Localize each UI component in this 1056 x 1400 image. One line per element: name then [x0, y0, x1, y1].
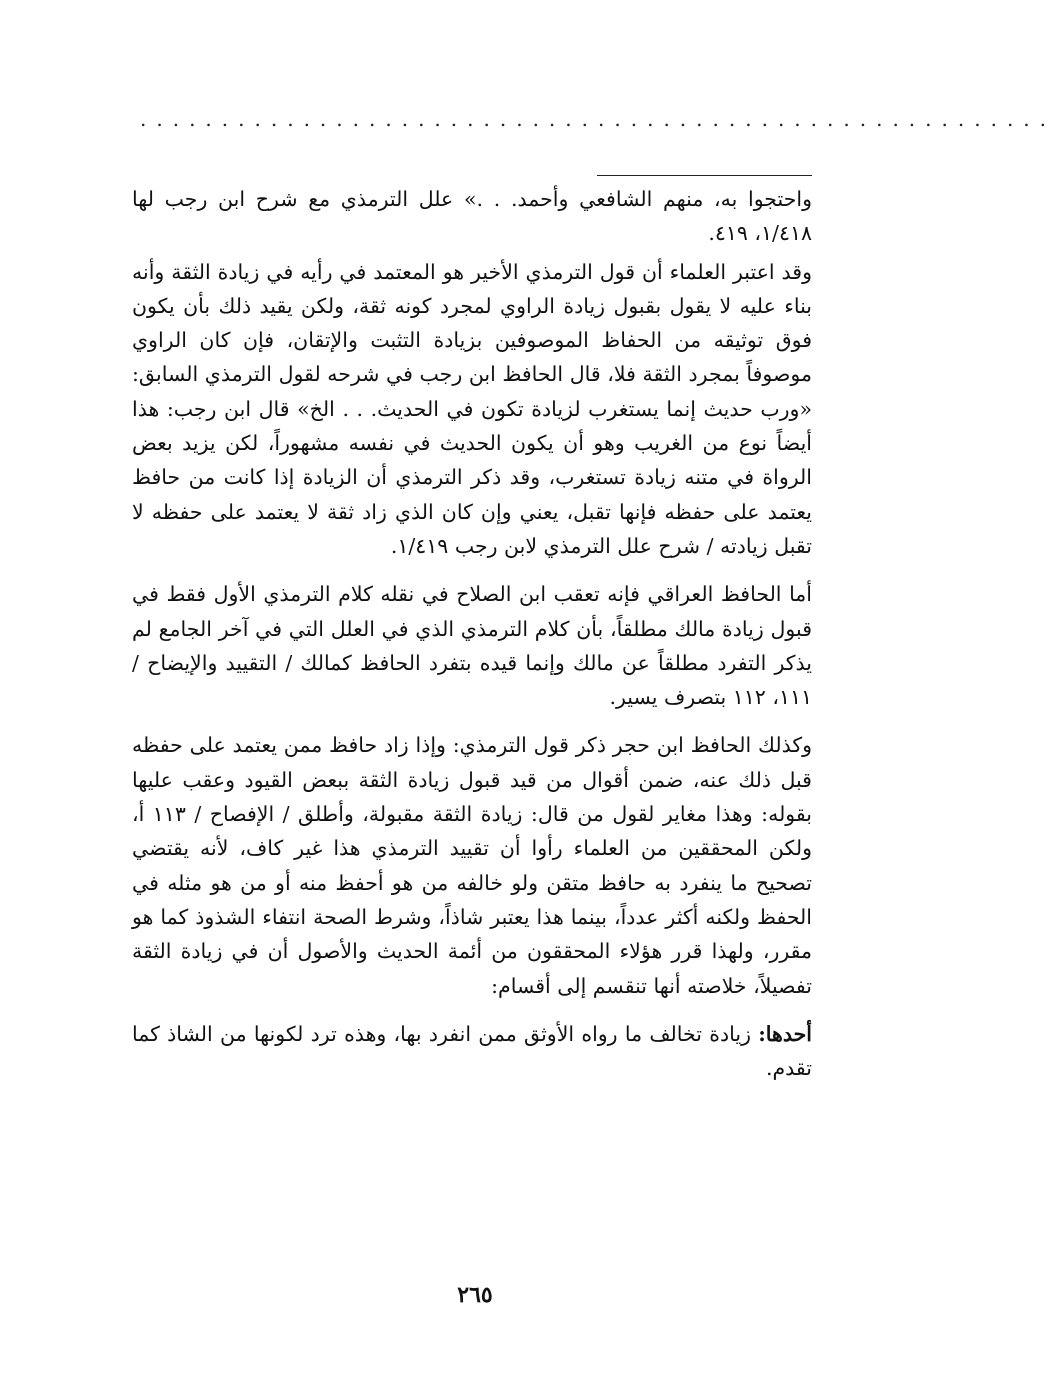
- paragraph-1: [132, 255, 812, 564]
- footnote-continuation: واحتجوا به، منهم الشافعي وأحمد. . .» علل الترمذي مع شرح ابن رجب لها ١/٤١٨، ٤١٩.: [132, 187, 812, 246]
- paragraph-3: [132, 728, 812, 1002]
- paragraph-4-lead: أحدها:: [758, 1021, 812, 1046]
- dotted-separator: ........................................................: [140, 107, 1056, 131]
- paragraph-2-text: أما الحافظ العراقي فإنه تعقب ابن الصلاح في نقله كلام الترمذي الأول فقط في قبول زيادة مالك مطلقاً، بأن كلام الترمذي الذي في العلل التي في آخر الجامع لم يذكر التفرد مطلقاً عن مالك وإنما قيده بتفرد الحافظ كمالك / التقييد والإيضاح / ١١١، ١١٢ بتصرف يسير.: [132, 582, 812, 710]
- page-body: [132, 182, 812, 1099]
- footnote-rule: [597, 175, 812, 176]
- paragraph-4: [132, 1017, 812, 1086]
- paragraph-2: [132, 577, 812, 714]
- paragraph-3-text: وكذلك الحافظ ابن حجر ذكر قول الترمذي: وإذا زاد حافظ ممن يعتمد على حفظه قبل ذلك عنه، ضمن أقوال من قيد قبول زيادة الثقة ببعض القيود وعقب عليها بقوله: وهذا مغاير لقول من قال: زيادة الثقة مقبولة، وأطلق / الإفصاح / ١١٣ أ، ولكن المحققين من العلماء رأوا أن تقييد الترمذي هذا غير كاف، لأنه يقتضي تصحيح ما ينفرد به حافظ متقن ولو خالفه من هو أحفظ منه أو من هو مثله في الحفظ ولكنه أكثر عدداً، بينما هذا يعتبر شاذاً، وشرط الصحة انتفاء الشذوذ كما هو مقرر، ولهذا قرر هؤلاء المحققون من أئمة الحديث والأصول أن في زيادة الثقة تفصيلاً، خلاصته أنها تنقسم إلى أقسام:: [132, 733, 812, 998]
- paragraph-1-text: وقد اعتبر العلماء أن قول الترمذي الأخير هو المعتمد في رأيه في زيادة الثقة وأنه بناء عليه لا يقول بقبول زيادة الراوي لمجرد كونه ثقة، ولكن يقيد ذلك بأن يكون فوق توثيقه من الحفاظ الموصوفين بزيادة التثبت والإتقان، فإن كان الراوي موصوفاً بمجرد الثقة فلا، قال الحافظ ابن رجب في شرحه لقول الترمذي السابق: «ورب حديث إنما يستغرب لزيادة تكون في الحديث. . . الخ» قال ابن رجب: هذا أيضاً نوع من الغريب وهو أن يكون الحديث في نفسه مشهوراً، لكن يزيد بعض الرواة في متنه زيادة تستغرب، وقد ذكر الترمذي أن الزيادة إذا كانت من حافظ يعتمد على حفظه فإنها تقبل، يعني وإن كان الذي زاد ثقة لا يعتمد على حفظه لا تقبل زيادته / شرح علل الترمذي لابن رجب ١/٤١٩.: [132, 259, 812, 558]
- page-number: ٢٦٥: [457, 1282, 493, 1308]
- paragraph-4-text: زيادة تخالف ما رواه الأوثق ممن انفرد بها، وهذه ترد لكونها من الشاذ كما تقدم.: [132, 1021, 812, 1081]
